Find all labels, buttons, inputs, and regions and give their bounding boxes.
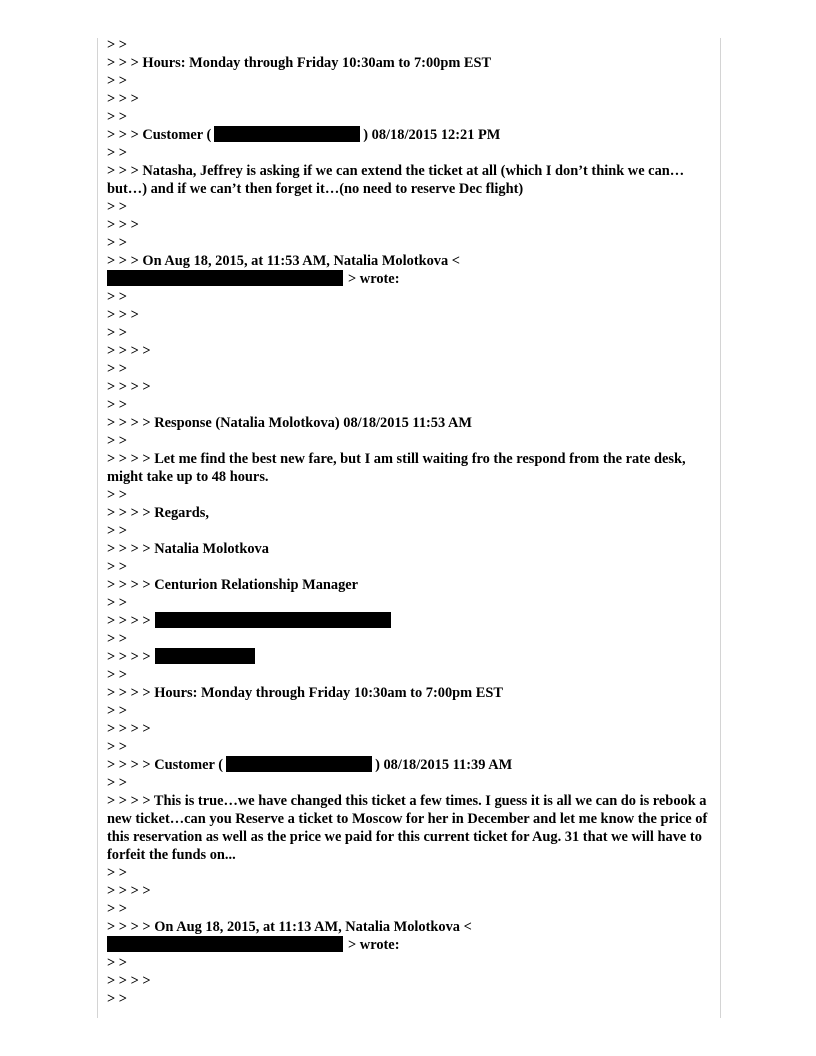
on-wrote-line: > > > > On Aug 18, 2015, at 11:13 AM, Natalia Molotkova < bbox=[107, 919, 472, 935]
quote-line: > > > bbox=[107, 91, 139, 107]
quote-line: > > bbox=[107, 955, 127, 971]
quote-line: > > bbox=[107, 109, 127, 125]
quote-line: > > bbox=[107, 235, 127, 251]
wrote-line bbox=[107, 936, 712, 954]
quote-line: > > > bbox=[107, 217, 139, 233]
quote-line: > > bbox=[107, 631, 127, 647]
customer-timestamp: ) 08/18/2015 12:21 PM bbox=[363, 127, 501, 143]
wrote-label: > wrote: bbox=[348, 271, 400, 287]
on-wrote-line: > > > On Aug 18, 2015, at 11:53 AM, Natalia Molotkova < bbox=[107, 253, 460, 269]
quote-line: > > bbox=[107, 73, 127, 89]
hours-line: > > > > Hours: Monday through Friday 10:30am to 7:00pm EST bbox=[107, 685, 503, 701]
redaction-box bbox=[155, 648, 255, 664]
quote-line: > > > bbox=[107, 307, 139, 323]
signature-name: > > > > Natalia Molotkova bbox=[107, 541, 269, 557]
quote-line: > > bbox=[107, 991, 127, 1007]
hours-line: > > > Hours: Monday through Friday 10:30am to 7:00pm EST bbox=[107, 55, 492, 71]
quote-line: > > bbox=[107, 739, 127, 755]
quote-line: > > bbox=[107, 361, 127, 377]
wrote-line bbox=[107, 270, 712, 288]
customer-label: > > > Customer ( bbox=[107, 127, 212, 143]
quote-marker: > > > > bbox=[107, 649, 151, 665]
redacted-line bbox=[107, 648, 712, 666]
response-header-line: > > > > Response (Natalia Molotkova) 08/18/2015 11:53 AM bbox=[107, 415, 472, 431]
customer-header-line bbox=[107, 756, 712, 774]
quote-line: > > bbox=[107, 199, 127, 215]
redacted-line bbox=[107, 612, 712, 630]
quote-line: > > bbox=[107, 667, 127, 683]
quote-line: > > bbox=[107, 37, 127, 53]
quote-line: > > bbox=[107, 289, 127, 305]
signature-title: > > > > Centurion Relationship Manager bbox=[107, 577, 359, 593]
quote-line: > > bbox=[107, 865, 127, 881]
quote-line: > > bbox=[107, 433, 127, 449]
customer-label: > > > > Customer ( bbox=[107, 757, 224, 773]
message-text: > > > > This is true…we have changed this ticket a few times. I guess it is all we can do is rebook a new ticket…can you Reserve a ticket to Moscow for her in December and let me know the price of this reservation as well as the price we paid for this current ticket for Aug. 31 that we will have to forfeit the funds on... bbox=[107, 793, 711, 863]
message-text: > > > > Let me find the best new fare, but I am still waiting fro the respond from the rate desk, might take up to 48 hours. bbox=[107, 451, 690, 485]
quote-line: > > bbox=[107, 523, 127, 539]
redaction-box bbox=[226, 756, 372, 772]
quote-line: > > bbox=[107, 397, 127, 413]
redaction-box bbox=[107, 936, 343, 952]
customer-header-line bbox=[107, 126, 712, 144]
quote-line: > > > > bbox=[107, 379, 151, 395]
quote-line: > > bbox=[107, 595, 127, 611]
quote-line: > > bbox=[107, 325, 127, 341]
quote-line: > > > > bbox=[107, 883, 151, 899]
customer-timestamp: ) 08/18/2015 11:39 AM bbox=[375, 757, 513, 773]
email-thread bbox=[107, 36, 712, 1008]
wrote-label: > wrote: bbox=[348, 937, 400, 953]
quote-line: > > bbox=[107, 559, 127, 575]
quote-line: > > bbox=[107, 487, 127, 503]
signature-line: > > > > Regards, bbox=[107, 505, 209, 521]
quote-line: > > > > bbox=[107, 973, 151, 989]
quote-line: > > > > bbox=[107, 343, 151, 359]
redaction-box bbox=[155, 612, 391, 628]
quote-line: > > > > bbox=[107, 721, 151, 737]
redaction-box bbox=[214, 126, 360, 142]
quote-line: > > bbox=[107, 901, 127, 917]
quote-marker: > > > > bbox=[107, 613, 151, 629]
quote-line: > > bbox=[107, 145, 127, 161]
quote-line: > > bbox=[107, 775, 127, 791]
message-text: > > > Natasha, Jeffrey is asking if we can extend the ticket at all (which I don’t think we can…but…) and if we can’t then forget it…(no need to reserve Dec flight) bbox=[107, 163, 685, 197]
quote-line: > > bbox=[107, 703, 127, 719]
redaction-box bbox=[107, 270, 343, 286]
